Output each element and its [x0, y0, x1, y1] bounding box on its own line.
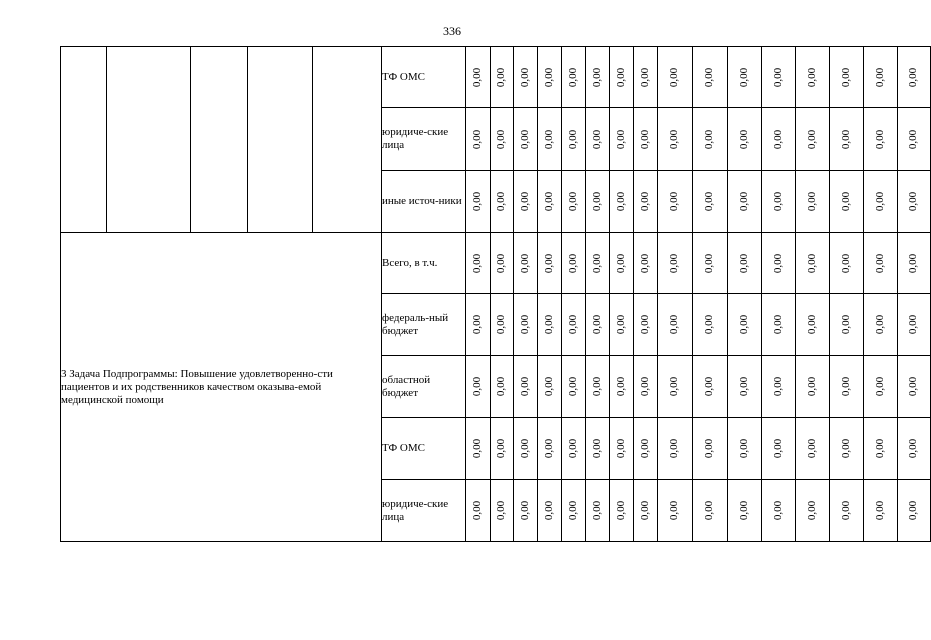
value-cell — [898, 233, 931, 294]
value-cell — [538, 418, 562, 480]
value-cell — [491, 108, 514, 171]
value-text: 0,00 — [519, 500, 531, 521]
value-cell — [830, 418, 864, 480]
value-cell — [610, 108, 634, 171]
value-text: 0,00 — [738, 129, 750, 149]
value-text: 0,00 — [806, 438, 818, 459]
value-cell — [562, 294, 586, 356]
value-text: 0,00 — [615, 253, 627, 273]
value-text: 0,00 — [738, 314, 750, 335]
value-text: 0,00 — [495, 438, 508, 459]
value-cell — [466, 480, 491, 542]
value-text: 0,00 — [591, 129, 603, 149]
value-text: 0,00 — [668, 500, 681, 521]
value-cell — [610, 480, 634, 542]
value-cell — [586, 233, 610, 294]
value-text: 0,00 — [567, 500, 579, 521]
value-cell — [864, 356, 898, 418]
value-text: 0,00 — [806, 314, 818, 335]
value-text: 0,00 — [567, 314, 579, 335]
value-text: 0,00 — [907, 191, 920, 212]
value-cell — [586, 171, 610, 233]
value-cell — [728, 480, 762, 542]
table-row — [61, 47, 931, 108]
value-text: 0,00 — [772, 438, 784, 459]
value-text: 0,00 — [639, 438, 651, 459]
value-cell — [634, 294, 658, 356]
page-number: 336 — [443, 24, 461, 38]
value-text: 0,00 — [519, 314, 531, 335]
value-cell — [491, 171, 514, 233]
value-cell — [634, 418, 658, 480]
value-cell — [728, 47, 762, 108]
value-cell — [514, 294, 538, 356]
value-cell — [514, 356, 538, 418]
value-text: 0,00 — [591, 500, 603, 521]
value-text: 0,00 — [495, 129, 508, 149]
value-cell — [562, 171, 586, 233]
value-text: 0,00 — [772, 314, 784, 335]
value-text: 0,00 — [668, 438, 681, 459]
value-text: 0,00 — [471, 191, 484, 212]
value-text: 0,00 — [495, 253, 508, 273]
value-cell — [864, 480, 898, 542]
value-cell — [466, 356, 491, 418]
value-cell — [658, 294, 693, 356]
value-cell — [830, 171, 864, 233]
value-text: 0,00 — [840, 191, 852, 212]
value-text: 0,00 — [639, 376, 651, 397]
value-cell — [491, 294, 514, 356]
value-text: 0,00 — [668, 253, 681, 273]
value-text: 0,00 — [615, 314, 627, 335]
empty-merged-cell — [107, 47, 191, 233]
value-cell — [562, 233, 586, 294]
value-text: 0,00 — [639, 67, 651, 87]
value-text: 0,00 — [567, 191, 579, 212]
value-cell — [898, 171, 931, 233]
value-text: 0,00 — [840, 500, 852, 521]
value-cell — [796, 480, 830, 542]
value-cell — [634, 480, 658, 542]
value-cell — [693, 356, 728, 418]
value-cell — [610, 47, 634, 108]
value-cell — [898, 356, 931, 418]
value-text: 0,00 — [738, 67, 750, 87]
value-text: 0,00 — [567, 129, 579, 149]
value-text: 0,00 — [840, 438, 852, 459]
value-text: 0,00 — [772, 500, 784, 521]
value-text: 0,00 — [615, 67, 627, 87]
value-text: 0,00 — [874, 191, 886, 212]
value-text: 0,00 — [471, 253, 484, 273]
value-cell — [491, 47, 514, 108]
value-text: 0,00 — [495, 314, 508, 335]
value-text: 0,00 — [806, 67, 818, 87]
value-cell — [586, 108, 610, 171]
value-cell — [538, 108, 562, 171]
value-text: 0,00 — [543, 67, 555, 87]
value-cell — [538, 233, 562, 294]
value-cell — [610, 171, 634, 233]
value-cell — [658, 171, 693, 233]
value-text: 0,00 — [543, 314, 555, 335]
value-text: 0,00 — [806, 191, 818, 212]
value-text: 0,00 — [874, 67, 886, 87]
value-cell — [762, 47, 796, 108]
value-text: 0,00 — [471, 314, 484, 335]
value-cell — [586, 480, 610, 542]
value-text: 0,00 — [703, 500, 716, 521]
value-cell — [898, 480, 931, 542]
value-text: 0,00 — [639, 191, 651, 212]
value-text: 0,00 — [772, 129, 784, 149]
value-cell — [562, 418, 586, 480]
value-text: 0,00 — [874, 438, 886, 459]
value-cell — [538, 47, 562, 108]
value-cell — [634, 108, 658, 171]
value-text: 0,00 — [567, 438, 579, 459]
value-text: 0,00 — [738, 500, 750, 521]
value-text: 0,00 — [615, 129, 627, 149]
value-cell — [586, 294, 610, 356]
value-cell — [830, 47, 864, 108]
value-text: 0,00 — [591, 314, 603, 335]
value-text: 0,00 — [543, 253, 555, 273]
value-cell — [864, 108, 898, 171]
empty-merged-cell — [191, 47, 248, 233]
value-text: 0,00 — [519, 129, 531, 149]
value-cell — [830, 294, 864, 356]
value-cell — [693, 480, 728, 542]
value-cell — [693, 294, 728, 356]
value-text: 0,00 — [615, 376, 627, 397]
value-cell — [864, 294, 898, 356]
value-text: 0,00 — [591, 438, 603, 459]
value-text: 0,00 — [668, 314, 681, 335]
value-text: 0,00 — [772, 191, 784, 212]
value-cell — [728, 171, 762, 233]
value-text: 0,00 — [874, 314, 886, 335]
funding-source-cell: иные источ-ники — [382, 171, 466, 233]
value-cell — [864, 418, 898, 480]
value-cell — [796, 294, 830, 356]
value-cell — [466, 233, 491, 294]
value-cell — [762, 418, 796, 480]
value-text: 0,00 — [543, 191, 555, 212]
value-cell — [864, 171, 898, 233]
value-text: 0,00 — [543, 438, 555, 459]
value-text: 0,00 — [639, 129, 651, 149]
value-text: 0,00 — [567, 253, 579, 273]
value-text: 0,00 — [471, 376, 484, 397]
value-text: 0,00 — [738, 253, 750, 273]
value-text: 0,00 — [567, 67, 579, 87]
value-cell — [830, 480, 864, 542]
value-text: 0,00 — [668, 191, 681, 212]
value-cell — [830, 233, 864, 294]
value-cell — [898, 294, 931, 356]
value-text: 0,00 — [840, 376, 852, 397]
value-cell — [491, 418, 514, 480]
value-text: 0,00 — [907, 253, 920, 273]
value-cell — [693, 171, 728, 233]
empty-merged-cell — [313, 47, 382, 233]
value-cell — [728, 108, 762, 171]
value-cell — [634, 356, 658, 418]
value-text: 0,00 — [907, 129, 920, 149]
value-text: 0,00 — [806, 253, 818, 273]
value-cell — [762, 294, 796, 356]
value-text: 0,00 — [615, 191, 627, 212]
value-cell — [466, 108, 491, 171]
value-text: 0,00 — [806, 129, 818, 149]
task-description-cell: 3 Задача Подпрограммы: Повышение удовлетворенно-сти пациентов и их родственников качеством оказыва-емой медицинской помощи — [61, 233, 382, 542]
value-cell — [610, 418, 634, 480]
value-cell — [658, 233, 693, 294]
funding-source-cell: федераль-ный бюджет — [382, 294, 466, 356]
value-cell — [586, 356, 610, 418]
value-text: 0,00 — [471, 67, 484, 87]
value-cell — [796, 108, 830, 171]
value-cell — [658, 356, 693, 418]
funding-table — [60, 46, 931, 542]
value-text: 0,00 — [840, 253, 852, 273]
value-cell — [562, 47, 586, 108]
value-cell — [586, 418, 610, 480]
value-text: 0,00 — [738, 191, 750, 212]
funding-source-cell: ТФ ОМС — [382, 418, 466, 480]
value-text: 0,00 — [495, 500, 508, 521]
value-text: 0,00 — [639, 314, 651, 335]
value-text: 0,00 — [703, 191, 716, 212]
value-text: 0,00 — [668, 129, 681, 149]
value-text: 0,00 — [840, 129, 852, 149]
value-cell — [610, 233, 634, 294]
value-cell — [762, 233, 796, 294]
value-cell — [796, 171, 830, 233]
value-text: 0,00 — [703, 376, 716, 397]
value-cell — [514, 108, 538, 171]
value-text: 0,00 — [907, 376, 920, 397]
value-text: 0,00 — [591, 191, 603, 212]
value-cell — [728, 294, 762, 356]
value-text: 0,00 — [668, 376, 681, 397]
value-cell — [634, 233, 658, 294]
value-text: 0,00 — [639, 253, 651, 273]
value-cell — [514, 233, 538, 294]
value-text: 0,00 — [772, 253, 784, 273]
value-cell — [514, 418, 538, 480]
value-cell — [830, 108, 864, 171]
value-cell — [514, 47, 538, 108]
value-text: 0,00 — [471, 438, 484, 459]
value-cell — [538, 480, 562, 542]
value-cell — [466, 171, 491, 233]
value-cell — [762, 108, 796, 171]
value-text: 0,00 — [738, 438, 750, 459]
value-cell — [586, 47, 610, 108]
value-text: 0,00 — [907, 67, 920, 87]
table-row — [61, 233, 931, 294]
value-text: 0,00 — [495, 376, 508, 397]
value-text: 0,00 — [543, 129, 555, 149]
value-text: 0,00 — [519, 191, 531, 212]
value-cell — [658, 418, 693, 480]
value-cell — [562, 480, 586, 542]
funding-source-cell: областной бюджет — [382, 356, 466, 418]
value-text: 0,00 — [591, 253, 603, 273]
value-text: 0,00 — [471, 500, 484, 521]
value-cell — [864, 233, 898, 294]
value-cell — [762, 480, 796, 542]
value-text: 0,00 — [615, 500, 627, 521]
value-text: 0,00 — [591, 376, 603, 397]
value-cell — [796, 418, 830, 480]
value-text: 0,00 — [519, 376, 531, 397]
value-cell — [864, 47, 898, 108]
value-cell — [634, 171, 658, 233]
value-cell — [658, 480, 693, 542]
value-cell — [830, 356, 864, 418]
value-text: 0,00 — [840, 67, 852, 87]
value-text: 0,00 — [806, 500, 818, 521]
value-cell — [898, 108, 931, 171]
value-text: 0,00 — [543, 376, 555, 397]
empty-merged-cell — [61, 47, 107, 233]
funding-source-cell: ТФ ОМС — [382, 47, 466, 108]
value-cell — [466, 47, 491, 108]
value-text: 0,00 — [703, 438, 716, 459]
value-cell — [514, 480, 538, 542]
value-text: 0,00 — [495, 191, 508, 212]
value-cell — [610, 356, 634, 418]
value-cell — [562, 356, 586, 418]
value-cell — [693, 418, 728, 480]
value-text: 0,00 — [567, 376, 579, 397]
value-cell — [538, 356, 562, 418]
value-cell — [898, 47, 931, 108]
value-text: 0,00 — [543, 500, 555, 521]
value-text: 0,00 — [519, 253, 531, 273]
funding-source-cell: Всего, в т.ч. — [382, 233, 466, 294]
value-text: 0,00 — [772, 376, 784, 397]
value-cell — [491, 480, 514, 542]
value-cell — [762, 356, 796, 418]
value-text: 0,00 — [495, 67, 508, 87]
value-text: 0,00 — [703, 67, 716, 87]
value-text: 0,00 — [703, 314, 716, 335]
value-text: 0,00 — [772, 67, 784, 87]
value-cell — [796, 47, 830, 108]
value-cell — [728, 418, 762, 480]
value-text: 0,00 — [874, 500, 886, 521]
value-cell — [610, 294, 634, 356]
value-cell — [514, 171, 538, 233]
value-text: 0,00 — [703, 253, 716, 273]
value-text: 0,00 — [615, 438, 627, 459]
value-cell — [693, 47, 728, 108]
value-cell — [634, 47, 658, 108]
value-text: 0,00 — [806, 376, 818, 397]
value-text: 0,00 — [874, 376, 886, 397]
value-cell — [728, 233, 762, 294]
value-text: 0,00 — [668, 67, 681, 87]
value-text: 0,00 — [874, 253, 886, 273]
value-cell — [658, 47, 693, 108]
value-cell — [796, 356, 830, 418]
value-text: 0,00 — [907, 500, 920, 521]
value-text: 0,00 — [840, 314, 852, 335]
value-cell — [898, 418, 931, 480]
value-text: 0,00 — [907, 438, 920, 459]
value-text: 0,00 — [907, 314, 920, 335]
empty-merged-cell — [248, 47, 313, 233]
value-text: 0,00 — [471, 129, 484, 149]
value-cell — [466, 294, 491, 356]
funding-source-cell: юридиче-ские лица — [382, 108, 466, 171]
value-cell — [466, 418, 491, 480]
value-text: 0,00 — [519, 438, 531, 459]
value-text: 0,00 — [738, 376, 750, 397]
value-cell — [491, 233, 514, 294]
value-cell — [693, 233, 728, 294]
value-cell — [538, 294, 562, 356]
value-cell — [728, 356, 762, 418]
value-text: 0,00 — [639, 500, 651, 521]
value-cell — [562, 108, 586, 171]
value-cell — [538, 171, 562, 233]
value-cell — [796, 233, 830, 294]
value-text: 0,00 — [519, 67, 531, 87]
value-text: 0,00 — [703, 129, 716, 149]
funding-source-cell: юридиче-ские лица — [382, 480, 466, 542]
value-text: 0,00 — [874, 129, 886, 149]
value-text: 0,00 — [591, 67, 603, 87]
value-cell — [693, 108, 728, 171]
value-cell — [658, 108, 693, 171]
value-cell — [762, 171, 796, 233]
value-cell — [491, 356, 514, 418]
